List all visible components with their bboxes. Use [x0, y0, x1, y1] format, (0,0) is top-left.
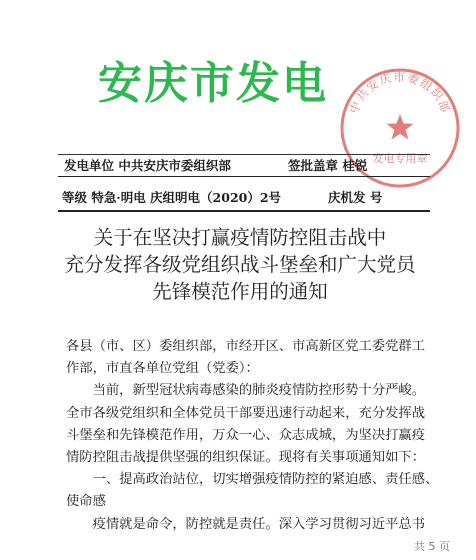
document-title	[40, 224, 440, 305]
sending-unit	[64, 158, 231, 174]
body-line: 作部，市直各单位党组（党委）：	[66, 361, 259, 377]
body-line: 疫情就是命令，防控就是责任。深入学习贯彻习近平总书	[66, 516, 426, 532]
sending-unit-label: 发电单位	[64, 158, 115, 173]
title-line: 先锋模范作用的通知	[152, 280, 328, 303]
official-seal	[334, 62, 466, 194]
body-line: 斗堡垒和先锋模范作用，万众一心、众志成城，为坚决打赢疫	[66, 427, 426, 443]
divider	[58, 154, 430, 155]
signer-value: 桂锐	[342, 158, 368, 173]
seal-organization-text: 中共安庆市委组织部	[346, 69, 454, 116]
svg-text:中共安庆市委组织部	[347, 70, 454, 116]
body-line: 使命感	[66, 494, 106, 510]
title-line: 充分发挥各级党组织战斗堡垒和广大党员	[64, 253, 416, 276]
divider	[58, 176, 430, 177]
telegram-header-title: 安庆市发电	[98, 58, 328, 109]
divider	[58, 210, 430, 212]
signer-label: 签批盖章	[288, 158, 339, 173]
body-line: 全市各级党组织和全体党员干部要迅速行动起来，充分发挥战	[66, 405, 426, 421]
page-count: 共 5 页	[414, 540, 450, 553]
document-body	[66, 336, 439, 536]
document-grade-number: 等级 特急·明电 庆组明电（2020）2号	[62, 190, 282, 205]
seal-footer-text: 发电专用章	[372, 152, 428, 165]
body-line: 情防控阻击战提供坚强的组织保证。现将有关事项通知如下：	[66, 450, 426, 466]
sending-unit-value: 中共安庆市委组织部	[118, 158, 231, 173]
star-icon	[387, 114, 414, 140]
title-line: 关于在坚决打赢疫情防控阻击战中	[93, 226, 387, 249]
send-number: 庆机发 号	[328, 190, 383, 205]
body-line: 各县（市、区）委组织部，市经开区、市高新区党工委党群工	[66, 339, 426, 354]
body-line: 一、提高政治站位，切实增强疫情防控的紧迫感、责任感、	[66, 472, 439, 488]
signer	[288, 158, 367, 174]
body-line: 当前，新型冠状病毒感染的肺炎疫情防控形势十分严峻。	[66, 383, 426, 399]
